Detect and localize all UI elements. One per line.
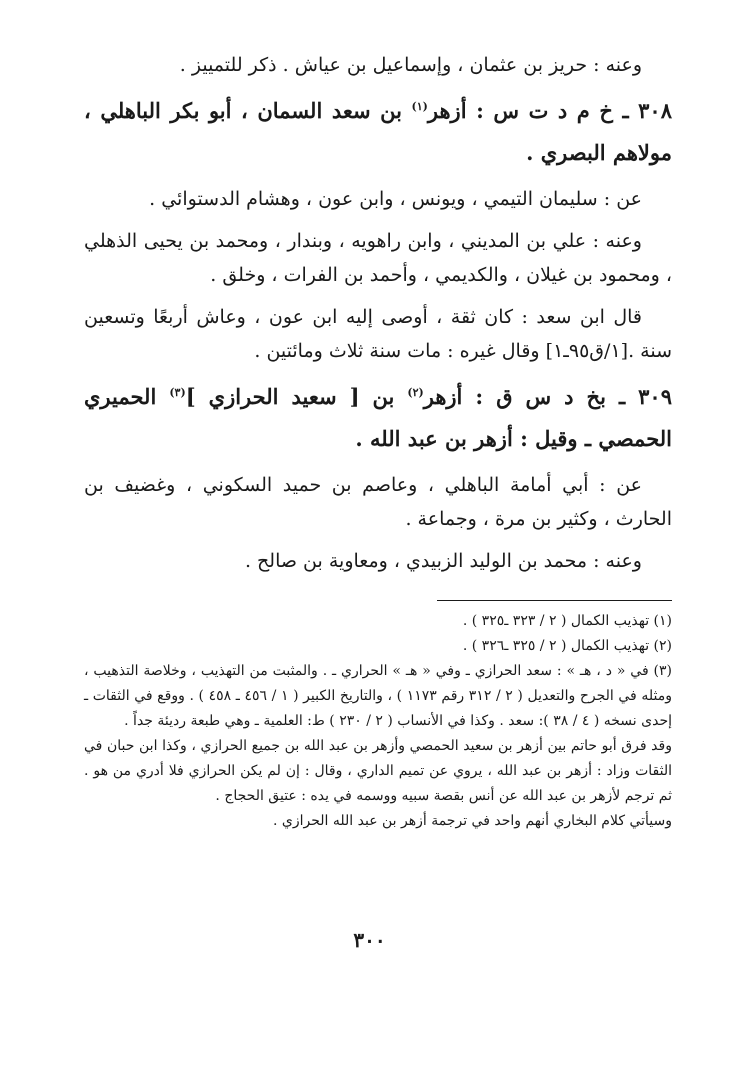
entry-308-title: ٣٠٨ ـ خ م د ت س : أزهر	[427, 98, 672, 123]
footnote-divider	[437, 600, 672, 601]
entry-308-teachers: عن : سليمان التيمي ، ويونس ، وابن عون ، وهشام الدستوائي .	[149, 188, 642, 210]
entry-309-title-rest: الحميري الحمصي ـ وقيل : أزهر بن عبد الله .	[84, 384, 672, 451]
entry-309-teachers: عن : أبي أمامة الباهلي ، وعاصم بن حميد السكوني ، وغضيف بن الحارث ، وكثير بن مرة ، وجماعة .	[84, 474, 672, 530]
entry-309-heading	[84, 376, 672, 460]
entry-308-title-rest: بن سعد السمان ، أبو بكر الباهلي ، مولاهم البصري .	[84, 98, 672, 165]
entry-309-title-mid: بن [ سعيد الحرازي ]	[185, 384, 408, 409]
footnote-3-continued: وقد فرق أبو حاتم بين أزهر بن سعيد الحمصي وأزهر بن عبد الله بن جميع الحرازي ، وكذا ابن حبان في الثقات وزاد : أزهر بن عبد الله ، يروي عن تميم الداري ، وقال : إن لم يكن الحرازي فلا أدري من هو . ثم ترجم لأزهر بن عبد الله عن أنس بقصة سبيه ووسمه في يده : عتيق الحجاج .	[84, 738, 672, 804]
continuation-line: وعنه : حريز بن عثمان ، وإسماعيل بن عياش . ذكر للتمييز .	[179, 54, 642, 76]
page-body	[84, 48, 672, 834]
footnote-ref-3[interactable]: (٣)	[169, 386, 186, 399]
footnote-ref-1[interactable]: (١)	[411, 100, 428, 113]
page-number: ٣٠٠	[353, 928, 386, 952]
entry-308-heading	[84, 90, 672, 174]
entry-308-assessment: قال ابن سعد : كان ثقة ، أوصى إليه ابن عون ، وعاش أربعًا وتسعين سنة .[١/ق٩٥ـ١] وقال غيره : مات سنة ثلاث ومائتين .	[84, 306, 672, 362]
footnote-3-end: وسيأتي كلام البخاري أنهم واحد في ترجمة أزهر بن عبد الله الحرازي .	[273, 813, 672, 829]
footnote-2: (٢) تهذيب الكمال ( ٢ / ٣٢٥ ـ٣٢٦ ) .	[462, 638, 672, 654]
footnote-1: (١) تهذيب الكمال ( ٢ / ٣٢٣ ـ٣٢٥ ) .	[462, 613, 672, 629]
entry-309-title: ٣٠٩ ـ بخ د س ق : أزهر	[423, 384, 672, 409]
entry-308-students: وعنه : علي بن المديني ، وابن راهويه ، وبندار ، ومحمد بن يحيى الذهلي ، ومحمود بن غيلان ، والكديمي ، وأحمد بن الفرات ، وخلق .	[84, 230, 672, 286]
footnote-3: (٣) في « د ، هـ » : سعد الحرازي ـ وفي « هـ » الحراري ـ . والمثبت من التهذيب ، وخلاصة التذهيب ، ومثله في الجرح والتعديل ( ٢ / ٣١٢ رقم ١١٧٣ ) ، والتاريخ الكبير ( ١ / ٤٥٦ ـ ٤٥٨ ) . ووقع في الثقات ـ إحدى نسخه ( ٤ / ٣٨ ): سعد . وكذا في الأنساب ( ٢ / ٢٣٠ ) ط: العلمية ـ وهي طبعة رديئة جداً .	[84, 663, 672, 729]
footnote-ref-2[interactable]: (٢)	[407, 386, 424, 399]
entry-309-students: وعنه : محمد بن الوليد الزبيدي ، ومعاوية بن صالح .	[244, 550, 642, 572]
